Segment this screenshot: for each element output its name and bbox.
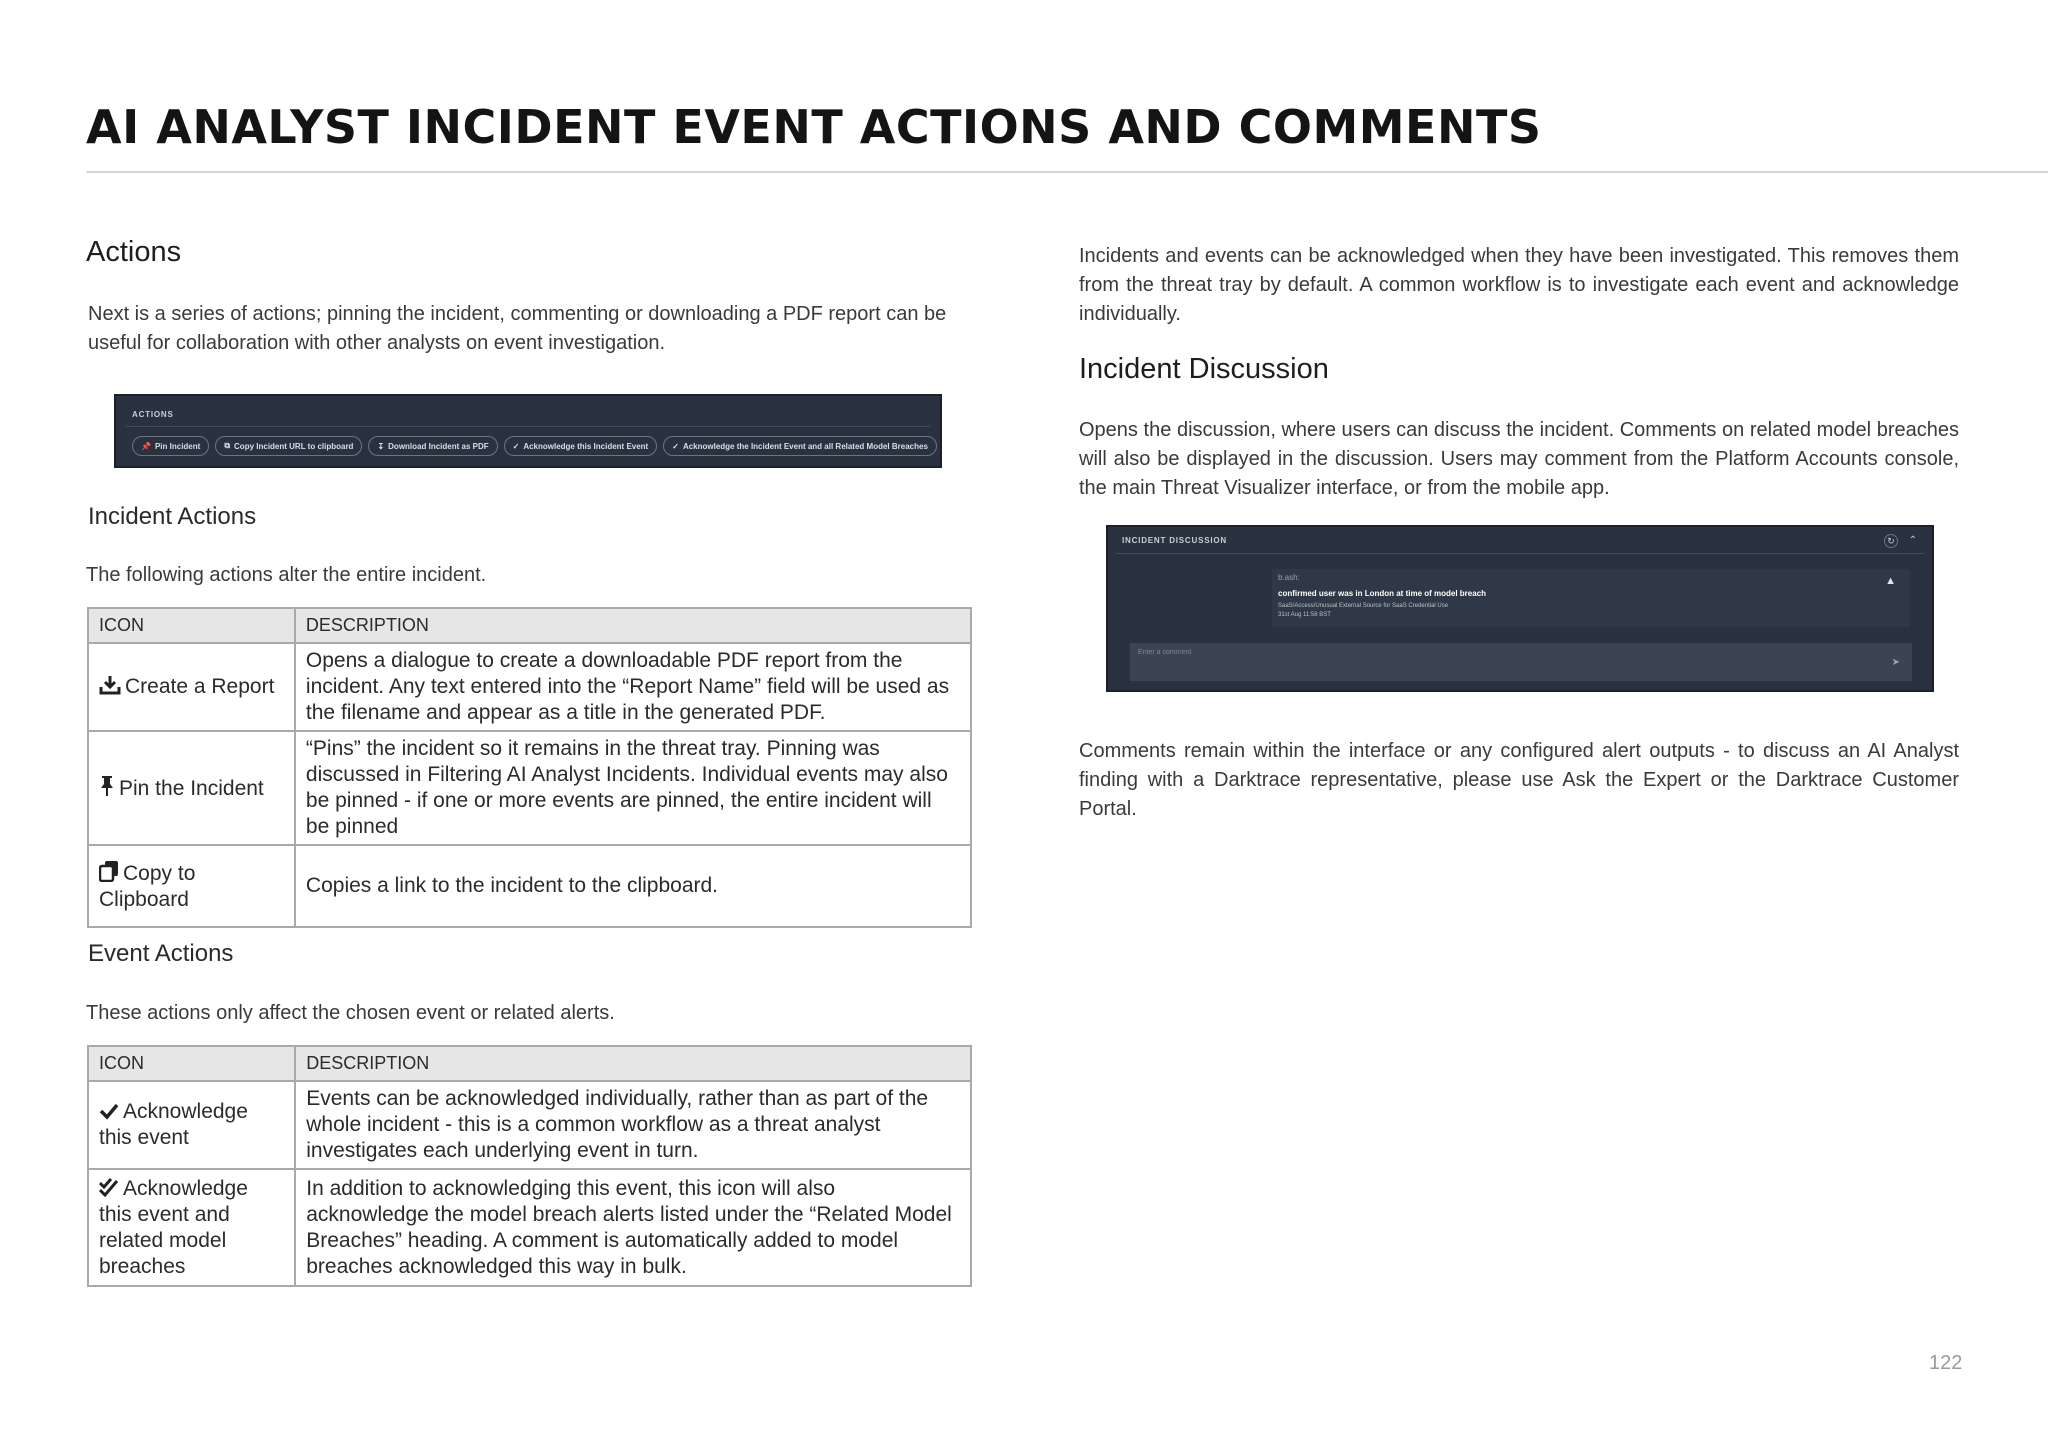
check-icon: ✓ xyxy=(512,441,520,451)
icon-column-header: ICON xyxy=(88,608,295,643)
table-row xyxy=(88,1169,971,1286)
discussion-panel-label: INCIDENT DISCUSSION xyxy=(1122,536,1227,545)
event-actions-table xyxy=(87,1045,972,1287)
incident-actions-intro: The following actions alter the entire incident. xyxy=(86,564,487,586)
discussion-paragraph: Opens the discussion, where users can discuss the incident. Comments on related model breaches will also be displayed in the discussion. Users may comment from the Platform Accounts console, the main Threat Visualizer interface, or from the mobile app. xyxy=(1079,419,1959,499)
copy-icon xyxy=(99,860,119,882)
description-column-header: DESCRIPTION xyxy=(295,608,971,643)
comment-model: SaaS/Access/Unusual External Source for SaaS Credential Use xyxy=(1278,603,1449,609)
actions-panel-divider xyxy=(126,426,930,427)
actions-screenshot xyxy=(114,394,942,468)
incident-discussion-heading: Incident Discussion xyxy=(1079,353,1329,385)
description-cell: Copies a link to the incident to the clipboard. xyxy=(295,845,971,927)
check-icon xyxy=(99,1102,119,1120)
discussion-panel-divider xyxy=(1116,553,1924,554)
pin-icon: 📌 xyxy=(141,441,151,451)
icon-cell xyxy=(88,731,295,845)
table-row xyxy=(88,643,971,731)
download-icon: ↧ xyxy=(377,441,385,451)
action-label: Create a Report xyxy=(125,675,275,698)
acknowledge-all-label: Acknowledge the Incident Event and all Related Model Breaches xyxy=(682,441,928,451)
description-cell: “Pins” the incident so it remains in the threat tray. Pinning was discussed in Filtering AI Analyst Incidents. Individual events may also be pinned - if one or more events are pinned, the entire incident will be pinned xyxy=(295,731,971,845)
icon-cell xyxy=(88,1081,295,1169)
copy-url-button[interactable] xyxy=(215,436,362,456)
table-row xyxy=(88,845,971,927)
action-label: Pin the Incident xyxy=(119,776,264,800)
action-label: Copy to Clipboard xyxy=(99,861,196,911)
pin-incident-button[interactable] xyxy=(132,436,209,456)
page-number: 122 xyxy=(1929,1352,1963,1374)
action-label: Acknowledge this event xyxy=(99,1100,248,1149)
acknowledge-event-button[interactable] xyxy=(504,436,658,456)
check-double-icon xyxy=(99,1177,119,1197)
pin-incident-label: Pin Incident xyxy=(154,441,201,451)
actions-intro: Next is a series of actions; pinning the incident, commenting or downloading a PDF report can be useful for collaboration with other analysts on event investigation. xyxy=(88,303,947,354)
description-column-header: DESCRIPTION xyxy=(295,1046,971,1081)
copy-url-label: Copy Incident URL to clipboard xyxy=(234,441,354,451)
page-title: AI ANALYST INCIDENT EVENT ACTIONS AND COMMENTS xyxy=(86,100,1542,154)
comment-author: b.ash: xyxy=(1278,573,1300,582)
icon-column-header: ICON xyxy=(88,1046,295,1081)
comment-time: 31st Aug 11:58 BST xyxy=(1278,612,1331,618)
title-divider xyxy=(86,171,2048,173)
chevron-up-icon[interactable]: ⌃ xyxy=(1908,535,1918,546)
check-double-icon: ✓ xyxy=(672,441,679,451)
table-header-row xyxy=(88,1046,971,1081)
table-row xyxy=(88,1081,971,1169)
download-pdf-label: Download Incident as PDF xyxy=(388,441,489,451)
acknowledge-all-button[interactable] xyxy=(663,436,937,456)
incident-actions-heading: Incident Actions xyxy=(88,503,257,530)
action-label: Acknowledge this event and related model breaches xyxy=(99,1176,248,1278)
warning-icon: ▲ xyxy=(1885,575,1896,587)
comment-card xyxy=(1272,569,1910,627)
description-cell: In addition to acknowledging this event, this icon will also acknowledge the model breach alerts listed under the “Related Model Breaches” heading. A comment is automatically added to model breaches acknowledged this way in bulk. xyxy=(295,1169,971,1286)
icon-cell xyxy=(88,845,295,927)
icon-cell xyxy=(88,1169,295,1286)
incident-actions-table xyxy=(87,607,972,928)
download-pdf-button[interactable] xyxy=(368,436,497,456)
acknowledge-paragraph: Incidents and events can be acknowledged when they have been investigated. This removes them from the threat tray by default. A common workflow is to investigate each event and acknowledge individually. xyxy=(1079,245,1959,325)
description-cell: Opens a dialogue to create a downloadable PDF report from the incident. Any text entered into the “Report Name” field will be used as the filename and appear as a title in the generated PDF. xyxy=(295,643,971,731)
refresh-icon[interactable]: ↻ xyxy=(1884,534,1898,548)
comment-input-placeholder: Enter a comment xyxy=(1138,649,1192,656)
pin-icon xyxy=(99,775,115,797)
send-icon[interactable]: ➤ xyxy=(1891,657,1900,668)
comments-paragraph: Comments remain within the interface or any configured alert outputs - to discuss an AI Analyst finding with a Darktrace representative, please use Ask the Expert or the Darktrace Customer Portal. xyxy=(1079,740,1959,820)
table-row xyxy=(88,731,971,845)
table-header-row xyxy=(88,608,971,643)
description-cell: Events can be acknowledged individually, rather than as part of the whole incident - this is a common workflow as a threat analyst investigates each underlying event in turn. xyxy=(295,1081,971,1169)
event-actions-intro: These actions only affect the chosen event or related alerts. xyxy=(86,1002,615,1024)
copy-icon: ⧉ xyxy=(224,441,231,450)
actions-heading: Actions xyxy=(86,236,182,268)
comment-input[interactable] xyxy=(1130,643,1912,681)
actions-panel-label: ACTIONS xyxy=(132,410,174,419)
event-actions-heading: Event Actions xyxy=(88,940,234,967)
download-icon xyxy=(99,675,121,695)
acknowledge-event-label: Acknowledge this Incident Event xyxy=(523,441,649,451)
incident-discussion-screenshot xyxy=(1106,525,1934,692)
comment-body: confirmed user was in London at time of model breach xyxy=(1278,589,1487,598)
icon-cell xyxy=(88,643,295,731)
